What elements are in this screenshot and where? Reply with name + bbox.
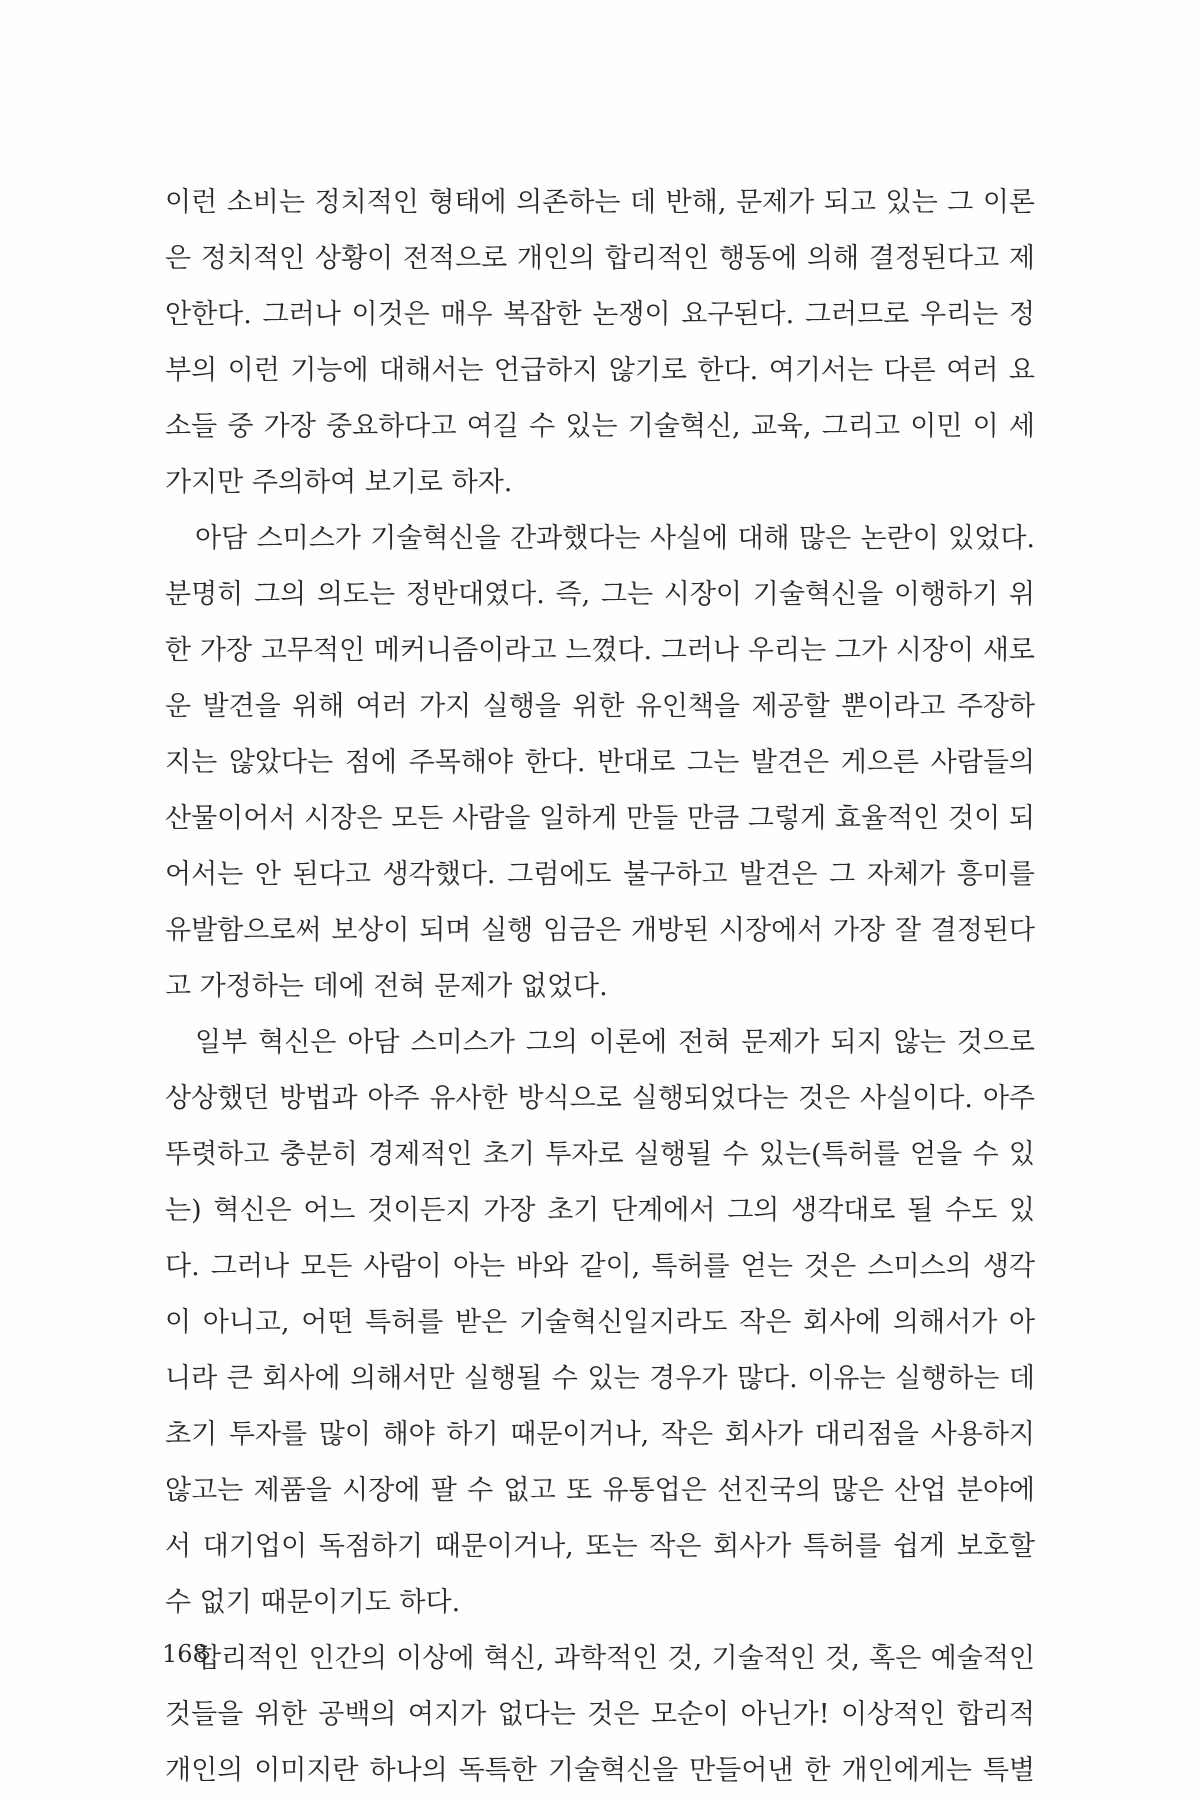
text-line: 는) 혁신은 어느 것이든지 가장 초기 단계에서 그의 생각대로 될 수도 있 [165, 1195, 1035, 1226]
text-line: 개인의 이미지란 하나의 독특한 기술혁신을 만들어낸 한 개인에게는 특별 [165, 1755, 1035, 1786]
text-line: 이런 소비는 정치적인 형태에 의존하는 데 반해, 문제가 되고 있는 그 이론 [165, 187, 1035, 218]
text-line: 수 없기 때문이기도 하다. [165, 1587, 461, 1618]
text-line: 초기 투자를 많이 해야 하기 때문이거나, 작은 회사가 대리점을 사용하지 [165, 1419, 1035, 1450]
text-line: 지는 않았다는 점에 주목해야 한다. 반대로 그는 발견은 게으른 사람들의 [165, 747, 1035, 778]
text-line: 것들을 위한 공백의 여지가 없다는 것은 모순이 아닌가! 이상적인 합리적 [165, 1699, 1035, 1730]
text-line: 니라 큰 회사에 의해서만 실행될 수 있는 경우가 많다. 이유는 실행하는 데 [165, 1363, 1035, 1394]
text-line: 안한다. 그러나 이것은 매우 복잡한 논쟁이 요구된다. 그러므로 우리는 정 [165, 299, 1035, 330]
text-line: 어서는 안 된다고 생각했다. 그럼에도 불구하고 발견은 그 자체가 흥미를 [165, 859, 1035, 890]
text-line: 분명히 그의 의도는 정반대였다. 즉, 그는 시장이 기술혁신을 이행하기 위 [165, 579, 1035, 610]
text-line: 소들 중 가장 중요하다고 여길 수 있는 기술혁신, 교육, 그리고 이민 이 세 [165, 411, 1035, 442]
text-line: 운 발견을 위해 여러 가지 실행을 위한 유인책을 제공할 뿐이라고 주장하 [165, 691, 1035, 722]
paragraph-start-line: 아담 스미스가 기술혁신을 간과했다는 사실에 대해 많은 논란이 있었다. [195, 523, 1035, 554]
text-line: 서 대기업이 독점하기 때문이거나, 또는 작은 회사가 특허를 쉽게 보호할 [165, 1531, 1035, 1562]
text-line: 산물이어서 시장은 모든 사람을 일하게 만들 만큼 그렇게 효율적인 것이 되 [165, 803, 1035, 834]
text-line: 뚜렷하고 충분히 경제적인 초기 투자로 실행될 수 있는(특허를 얻을 수 있 [165, 1139, 1035, 1170]
text-line: 부의 이런 기능에 대해서는 언급하지 않기로 한다. 여기서는 다른 여러 요 [165, 355, 1035, 386]
text-line: 유발함으로써 보상이 되며 실행 임금은 개방된 시장에서 가장 잘 결정된다 [165, 915, 1035, 946]
page-number: 168 [162, 1640, 208, 1668]
text-line: 상상했던 방법과 아주 유사한 방식으로 실행되었다는 것은 사실이다. 아주 [165, 1083, 1035, 1114]
text-line: 고 가정하는 데에 전혀 문제가 없었다. [165, 971, 608, 1002]
text-line: 은 정치적인 상황이 전적으로 개인의 합리적인 행동에 의해 결정된다고 제 [165, 243, 1035, 274]
text-line: 이 아니고, 어떤 특허를 받은 기술혁신일지라도 작은 회사에 의해서가 아 [165, 1307, 1035, 1338]
paragraph-start-line: 합리적인 인간의 이상에 혁신, 과학적인 것, 기술적인 것, 혹은 예술적인 [195, 1643, 1035, 1674]
text-line: 가지만 주의하여 보기로 하자. [165, 467, 513, 498]
body-text [165, 175, 1035, 1799]
text-line: 다. 그러나 모든 사람이 아는 바와 같이, 특허를 얻는 것은 스미스의 생각 [165, 1251, 1035, 1282]
paragraph-start-line: 일부 혁신은 아담 스미스가 그의 이론에 전혀 문제가 되지 않는 것으로 [195, 1027, 1035, 1058]
text-line: 않고는 제품을 시장에 팔 수 없고 또 유통업은 선진국의 많은 산업 분야에 [165, 1475, 1035, 1506]
text-line: 한 가장 고무적인 메커니즘이라고 느꼈다. 그러나 우리는 그가 시장이 새로 [165, 635, 1035, 666]
